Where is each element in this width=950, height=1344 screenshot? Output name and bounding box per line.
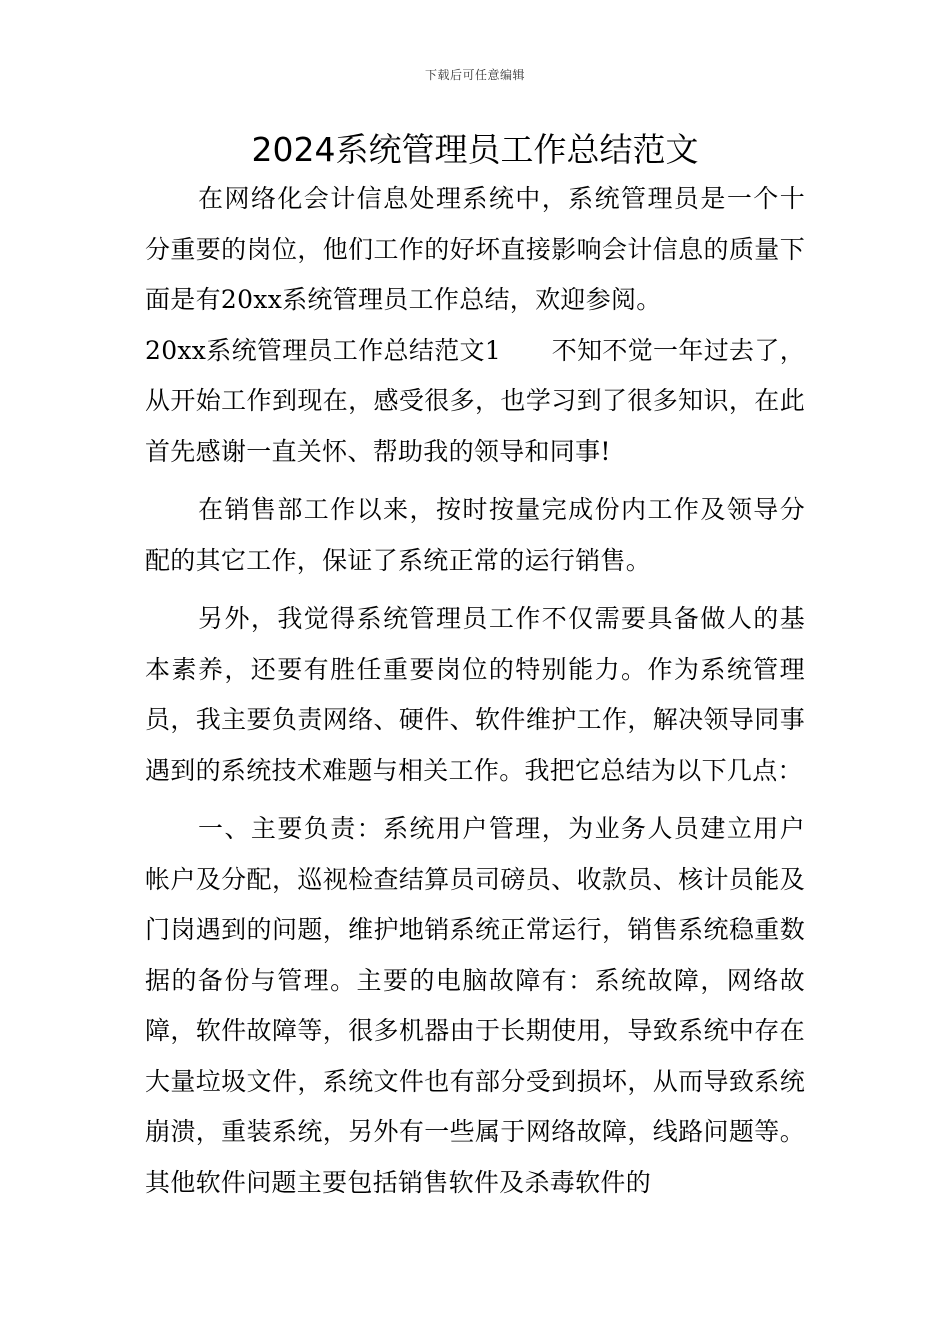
sales-work-paragraph: 在销售部工作以来，按时按量完成份内工作及领导分配的其它工作，保证了系统正常的运行销售。 xyxy=(145,495,805,575)
admin-abilities-paragraph: 另外，我觉得系统管理员工作不仅需要具备做人的基本素养，还要有胜任重要岗位的特别能力。作为系统管理员，我主要负责网络、硬件、软件维护工作，解决领导同事遇到的系统技术难题与相关工作。我把它总结为以下几点： xyxy=(145,604,805,785)
section-heading-paragraph: 20xx系统管理员工作总结范文1 不知不觉一年过去了，从开始工作到现在，感受很多，也学习到了很多知识，在此首先感谢一直关怀、帮助我的领导和同事! xyxy=(145,335,805,466)
document-body xyxy=(145,174,805,1208)
document-title: 2024系统管理员工作总结范文 xyxy=(251,130,699,169)
page-header-note: 下载后可任意编辑 xyxy=(424,68,525,82)
main-duties-paragraph: 一、主要负责：系统用户管理，为业务人员建立用户帐户及分配，巡视检查结算员司磅员、收款员、核计员能及门岗遇到的问题，维护地销系统正常运行，销售系统稳重数据的备份与管理。主要的电脑故障有：系统故障，网络故障，软件故障等，很多机器由于长期使用，导致系统中存在大量垃圾文件，系统文件也有部分受到损坏，从而导致系统崩溃，重装系统，另外有一些属于网络故障，线路问题等。其他软件问题主要包括销售软件及杀毒软件的 xyxy=(145,814,805,1197)
intro-paragraph: 在网络化会计信息处理系统中，系统管理员是一个十分重要的岗位，他们工作的好坏直接影响会计信息的质量下面是有20xx系统管理员工作总结，欢迎参阅。 xyxy=(145,184,805,314)
